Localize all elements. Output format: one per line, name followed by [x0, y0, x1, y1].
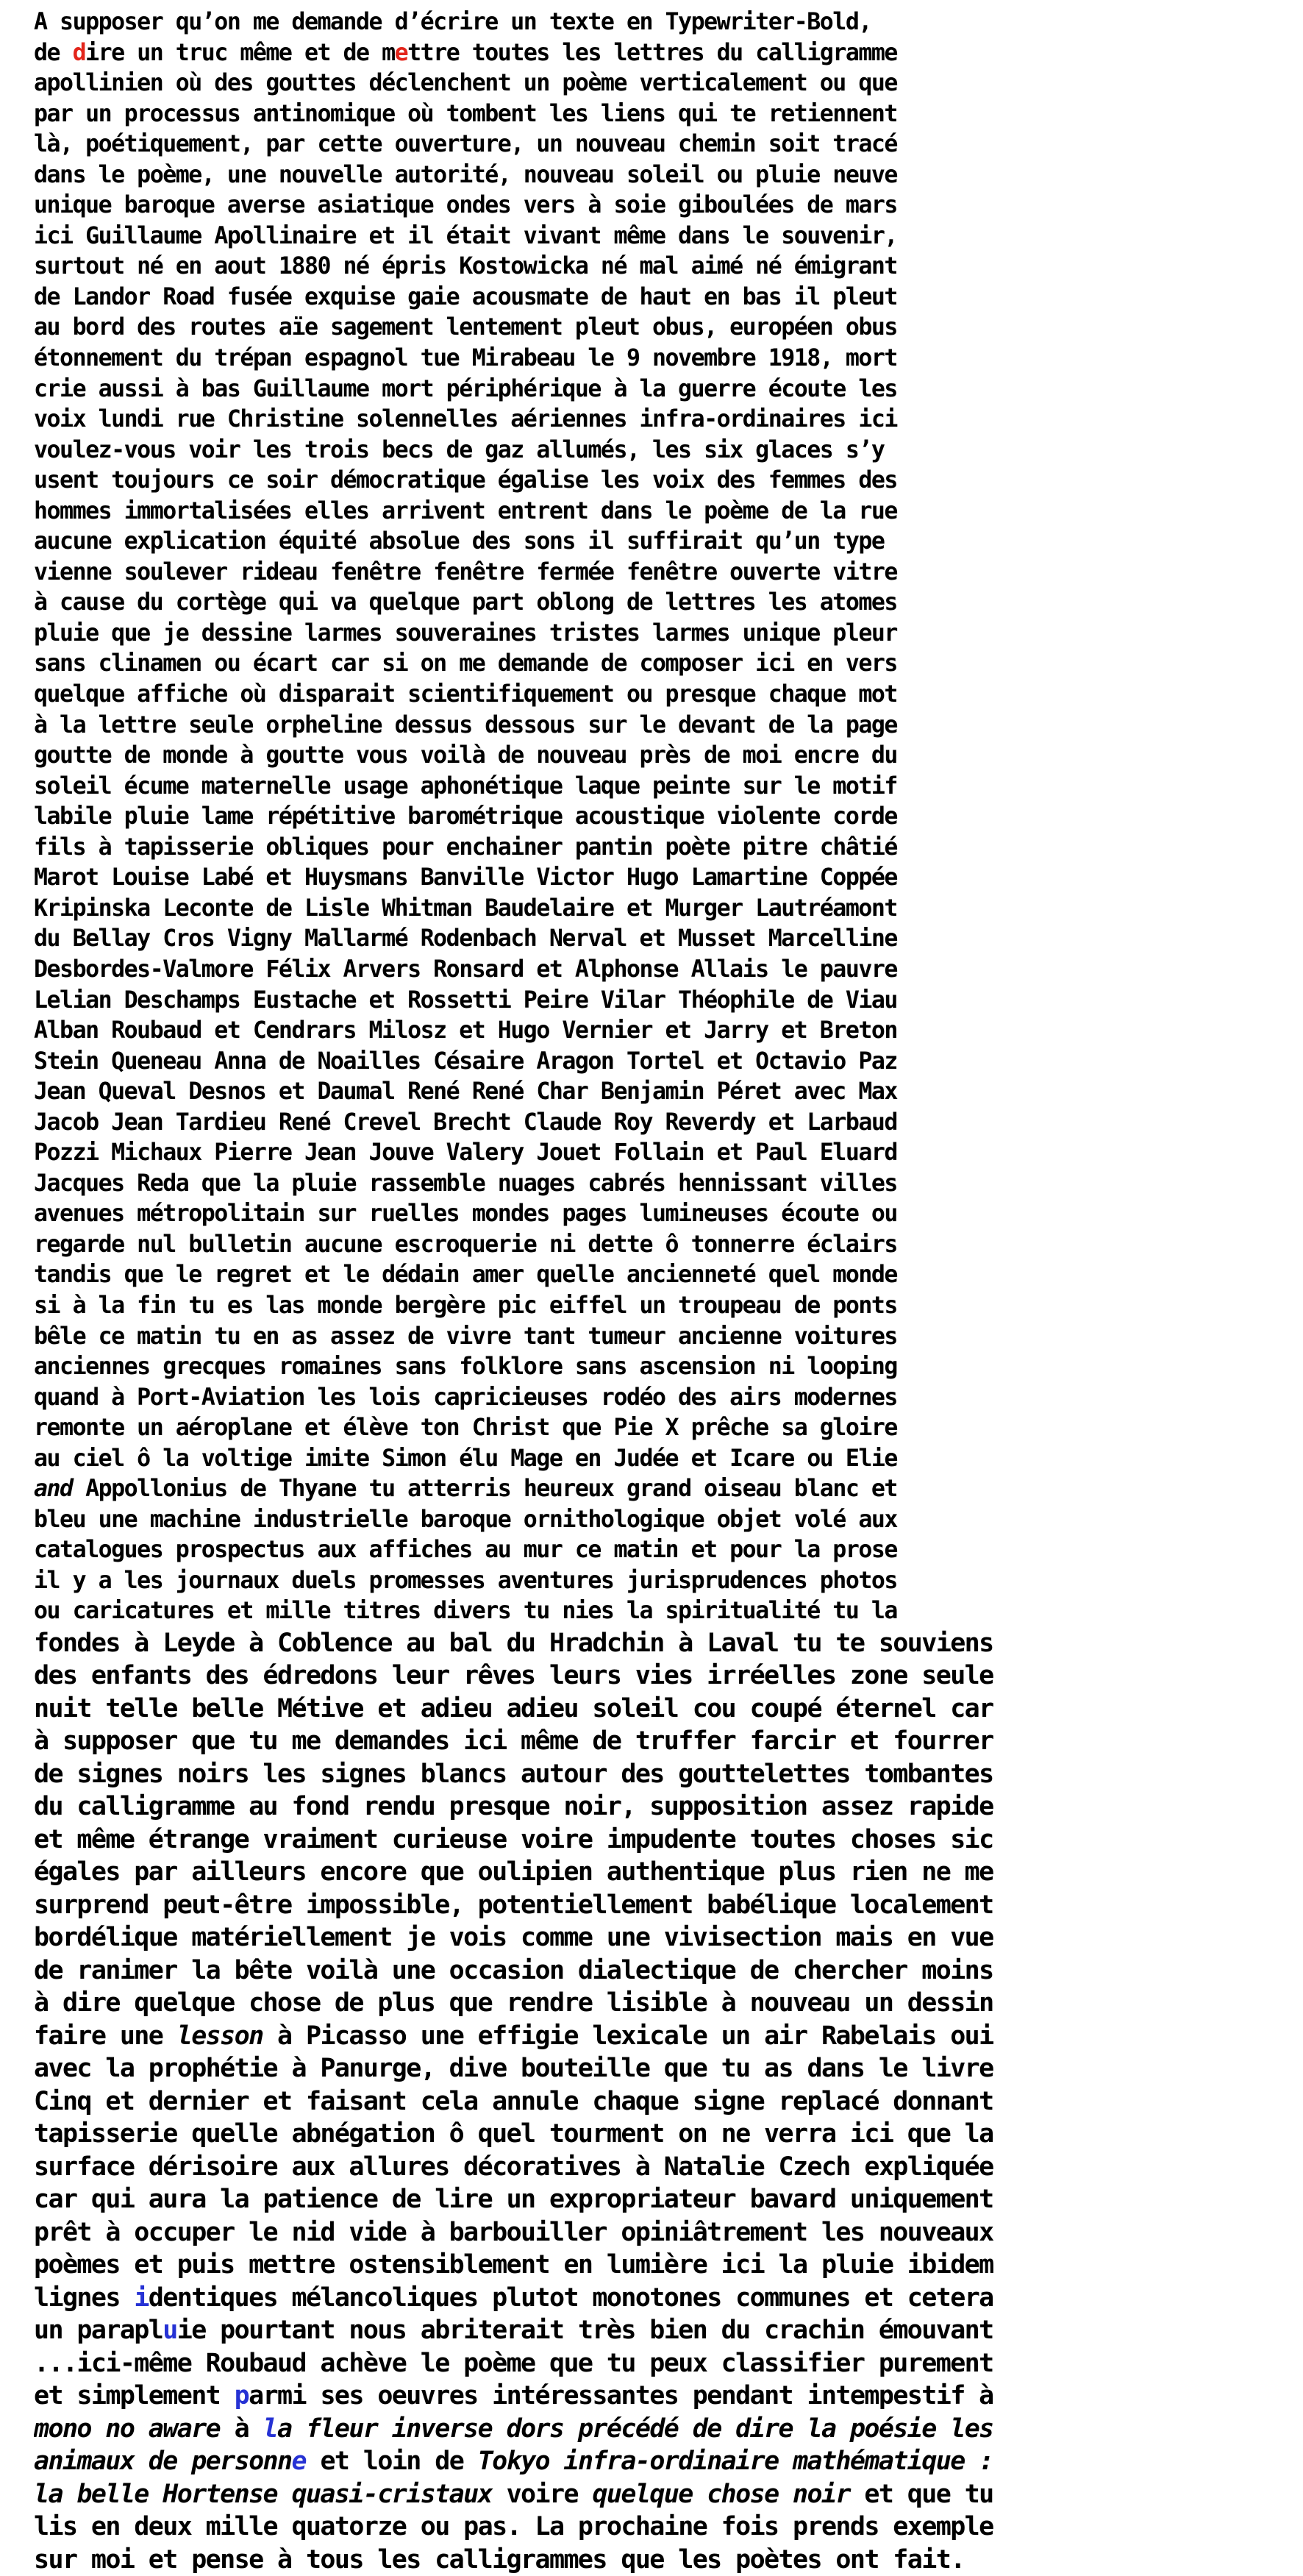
italic-text-segment: mono no aware — [34, 2413, 221, 2444]
poem-line — [34, 924, 1277, 955]
text-segment: ici Guillaume Apollinaire et il était vivant même dans le souvenir, — [34, 222, 897, 249]
text-segment: sur moi et pense à tous les calligrammes que les poètes ont fait. — [34, 2544, 965, 2575]
poem-line — [34, 2020, 1277, 2053]
poem-line — [34, 129, 1277, 160]
poem-line — [34, 1954, 1277, 1988]
text-segment: un parapl — [34, 2316, 163, 2346]
text-segment: p — [234, 2381, 249, 2411]
text-segment: étonnement du trépan espagnol tue Mirabeau le 9 novembre 1918, mort — [34, 345, 897, 372]
text-segment: faire une — [34, 2021, 177, 2051]
text-segment: labile pluie lame répétitive barométrique acoustique violente corde — [34, 803, 897, 830]
text-segment: i — [134, 2283, 149, 2313]
poem-line — [34, 1077, 1277, 1108]
text-segment: Pozzi Michaux Pierre Jean Jouve Valery Jouet Follain et Paul Eluard — [34, 1139, 897, 1167]
poem-line — [34, 1169, 1277, 1200]
text-segment: avec la prophétie à Panurge, dive bouteille que tu as dans le livre — [34, 2054, 993, 2084]
poem-line — [34, 1199, 1277, 1230]
poem-line — [34, 2347, 1277, 2380]
italic-text-segment: a fleur inverse dors précédé de dire la poésie les — [277, 2413, 993, 2444]
poem-line — [34, 405, 1277, 435]
poem-line — [34, 711, 1277, 741]
poem-line — [34, 741, 1277, 772]
italic-text-segment: e — [291, 2447, 306, 2477]
poem-line — [34, 1047, 1277, 1078]
text-segment: Jacques Reda que la pluie rassemble nuages cabrés hennissant villes — [34, 1170, 897, 1197]
poem-line — [34, 2478, 1277, 2511]
text-segment: apollinien où des gouttes déclenchent un poème verticalement ou que — [34, 70, 897, 97]
poem-line — [34, 1322, 1277, 1353]
poem-line — [34, 1108, 1277, 1139]
text-segment: e — [394, 39, 408, 66]
poem-line — [34, 833, 1277, 864]
text-segment: vienne soulever rideau fenêtre fenêtre fermée fenêtre ouverte vitre — [34, 558, 897, 586]
poem-line — [34, 1921, 1277, 1954]
italic-text-segment: la belle Hortense quasi-cristaux — [34, 2479, 493, 2509]
poem-line — [34, 2544, 1277, 2576]
poem-line — [34, 1725, 1277, 1758]
text-segment: à — [220, 2413, 263, 2444]
text-segment: pluie que je dessine larmes souveraines tristes larmes unique pleur — [34, 619, 897, 647]
text-segment: d — [72, 39, 86, 66]
text-segment: Marot Louise Labé et Huysmans Banville Victor Hugo Lamartine Coppée — [34, 864, 897, 892]
text-segment: goutte de monde à goutte vous voilà de nouveau près de moi encre du — [34, 742, 897, 769]
text-segment: soleil écume maternelle usage aphonétique laque peinte sur le motif — [34, 772, 897, 800]
text-segment: quand à Port-Aviation les lois capricieuses rodéo des airs modernes — [34, 1384, 897, 1411]
poem-line — [34, 1824, 1277, 1857]
text-segment: à dire quelque chose de plus que rendre lisible à nouveau un dessin — [34, 1988, 993, 2018]
text-segment: avenues métropolitain sur ruelles mondes pages lumineuses écoute ou — [34, 1200, 897, 1228]
text-segment: hommes immortalisées elles arrivent entrent dans le poème de la rue — [34, 497, 897, 524]
poem-line — [34, 1790, 1277, 1824]
text-segment: Kripinska Leconte de Lisle Whitman Baudelaire et Murger Lautréamont — [34, 894, 897, 922]
poem-line — [34, 1352, 1277, 1383]
text-segment: A supposer qu’on me demande d’écrire un texte en Typewriter-Bold, — [34, 9, 871, 35]
poem-line — [34, 2085, 1277, 2118]
poem-line — [34, 1138, 1277, 1169]
text-segment: lignes — [34, 2283, 135, 2313]
poem-line — [34, 1413, 1277, 1444]
italic-text-segment: Tokyo infra-ordinaire mathématique : — [477, 2447, 993, 2477]
italic-text-segment: lesson — [176, 2021, 263, 2051]
poem-line — [34, 2445, 1277, 2478]
poem-line — [34, 619, 1277, 650]
text-segment: à la lettre seule orpheline dessus dessous sur le devant de la page — [34, 711, 897, 739]
text-segment: et loin de — [305, 2447, 478, 2477]
text-segment: de — [34, 39, 73, 66]
text-segment: ou caricatures et mille titres divers tu nies la spiritualité tu la — [34, 1598, 897, 1625]
poem-line — [34, 986, 1277, 1017]
text-segment: nuit telle belle Métive et adieu adieu soleil cou coupé éternel car — [34, 1693, 993, 1723]
poem-line — [34, 221, 1277, 252]
text-segment: surprend peut-être impossible, potentiellement babélique localement — [34, 1890, 993, 1920]
text-segment: et simplement — [34, 2381, 235, 2411]
poem-line — [34, 772, 1277, 803]
text-segment: Jean Queval Desnos et Daumal René René Char Benjamin Péret avec Max — [34, 1078, 897, 1106]
italic-text-segment: quelque chose noir — [592, 2479, 850, 2509]
poem-line — [34, 1889, 1277, 1922]
text-segment: ire un truc même et de m — [85, 39, 395, 66]
text-segment: de ranimer la bête voilà une occasion dialectique de chercher moins — [34, 1955, 993, 1985]
poem-line — [34, 2052, 1277, 2085]
poem-line — [34, 191, 1277, 221]
poem-line — [34, 1596, 1277, 1627]
poem-line — [34, 7, 1277, 38]
text-segment: voire — [492, 2479, 593, 2509]
text-segment: anciennes grecques romaines sans folklore sans ascension ni looping — [34, 1353, 897, 1381]
poem-line — [34, 1535, 1277, 1566]
text-segment: tandis que le regret et le dédain amer quelle ancienneté quel monde — [34, 1262, 897, 1289]
poem-line — [34, 2511, 1277, 2544]
text-segment: et que tu — [849, 2479, 993, 2509]
text-segment: sans clinamen ou écart car si on me demande de composer ici en vers — [34, 650, 897, 677]
poem-line — [34, 1230, 1277, 1261]
text-segment: ie pourtant nous abriterait très bien du crachin émouvant — [176, 2316, 993, 2346]
poem-line — [34, 1758, 1277, 1791]
text-segment: poèmes et puis mettre ostensiblement en lumière ici la pluie ibidem — [34, 2250, 993, 2280]
text-segment: bêle ce matin tu en as assez de vivre tant tumeur ancienne voitures — [34, 1323, 897, 1350]
text-segment: à Picasso une effigie lexicale un air Rabelais oui — [263, 2021, 993, 2051]
text-segment: prêt à occuper le nid vide à barbouiller opiniâtrement les nouveaux — [34, 2217, 993, 2247]
text-segment: égales par ailleurs encore que oulipien authentique plus rien ne me — [34, 1857, 993, 1887]
text-segment: quelque affiche où disparait scientifiquement ou presque chaque mot — [34, 681, 897, 708]
text-segment: car qui aura la patience de lire un expropriateur bavard uniquement — [34, 2185, 993, 2215]
text-segment: Cinq et dernier et faisant cela annule chaque signe replacé donnant — [34, 2086, 993, 2116]
poem-line — [34, 282, 1277, 313]
poem-line — [34, 1566, 1277, 1597]
italic-text-segment: and — [34, 1476, 73, 1503]
text-segment: unique baroque averse asiatique ondes vers à soie giboulées de mars — [34, 192, 897, 219]
poem-line — [34, 466, 1277, 497]
text-segment: Stein Queneau Anna de Noailles Césaire Aragon Tortel et Octavio Paz — [34, 1047, 897, 1075]
text-segment: Lelian Deschamps Eustache et Rossetti Peire Vilar Théophile de Viau — [34, 986, 897, 1014]
text-segment: tapisserie quelle abnégation ô quel tourment on ne verra ici que la — [34, 2119, 993, 2149]
poem-line — [34, 2314, 1277, 2347]
text-segment: bleu une machine industrielle baroque ornithologique objet volé aux — [34, 1506, 897, 1533]
text-segment: Jacob Jean Tardieu René Crevel Brecht Claude Roy Reverdy et Larbaud — [34, 1109, 897, 1136]
poem-line — [34, 2118, 1277, 2151]
poem-line — [34, 649, 1277, 680]
text-segment: dans le poème, une nouvelle autorité, nouveau soleil ou pluie neuve — [34, 161, 897, 188]
text-segment: de Landor Road fusée exquise gaie acousmate de haut en bas il pleut — [34, 283, 897, 310]
text-segment: voulez-vous voir les trois becs de gaz allumés, les six glaces s’y — [34, 436, 885, 463]
text-segment: remonte un aéroplane et élève ton Christ que Pie X prêche sa gloire — [34, 1415, 897, 1442]
poem-line — [34, 558, 1277, 588]
poem-line — [34, 68, 1277, 99]
poem-line — [34, 1383, 1277, 1414]
poem-line — [34, 894, 1277, 925]
text-segment: surtout né en aout 1880 né épris Kostowicka né mal aimé né émigrant — [34, 253, 897, 280]
text-segment: lis en deux mille quatorze ou pas. La prochaine fois prends exemple — [34, 2512, 993, 2542]
text-segment: là, poétiquement, par cette ouverture, un nouveau chemin soit tracé — [34, 131, 897, 158]
poem-line — [34, 680, 1277, 711]
text-segment: Alban Roubaud et Cendrars Milosz et Hugo Vernier et Jarry et Breton — [34, 1017, 897, 1045]
poem-line — [34, 1659, 1277, 1693]
text-segment: au ciel ô la voltige imite Simon élu Mage en Judée et Icare ou Elie — [34, 1445, 897, 1472]
poem-line — [34, 2216, 1277, 2249]
text-segment: au bord des routes aïe sagement lentement pleut obus, européen obus — [34, 314, 897, 341]
poem-line — [34, 2249, 1277, 2282]
text-segment: Appollonius de Thyane tu atterris heureux grand oiseau blanc et — [72, 1476, 897, 1503]
poem-line — [34, 1444, 1277, 1475]
text-segment: à supposer que tu me demandes ici même de truffer farcir et fourrer — [34, 1726, 993, 1757]
poem-line — [34, 2380, 1277, 2413]
poem-line — [34, 588, 1277, 619]
text-segment: du calligramme au fond rendu presque noir, supposition assez rapide — [34, 1792, 993, 1822]
poem-line — [34, 99, 1277, 130]
text-segment: armi ses oeuvres intéressantes pendant intempestif à — [249, 2381, 993, 2411]
poem-line — [34, 802, 1277, 833]
poem-line — [34, 1627, 1277, 1660]
poem-line — [34, 1474, 1277, 1505]
poem-line — [34, 2183, 1277, 2216]
text-segment: fils à tapisserie obliques pour enchainer pantin poète pitre châtié — [34, 833, 897, 861]
text-segment: par un processus antinomique où tombent les liens qui te retiennent — [34, 100, 897, 127]
poem-line — [34, 2282, 1277, 2315]
text-segment: des enfants des édredons leur rêves leurs vies irréelles zone seule — [34, 1661, 993, 1691]
text-segment: bordélique matériellement je vois comme une vivisection mais en vue — [34, 1923, 993, 1953]
poem-line — [34, 38, 1277, 69]
poem-line — [34, 252, 1277, 282]
poem-line — [34, 313, 1277, 344]
poem-line — [34, 1291, 1277, 1322]
text-segment: crie aussi à bas Guillaume mort périphérique à la guerre écoute les — [34, 375, 897, 402]
poem-line — [34, 344, 1277, 374]
text-segment: fondes à Leyde à Coblence au bal du Hradchin à Laval tu te souviens — [34, 1628, 993, 1658]
poem-line — [34, 1016, 1277, 1047]
text-segment: voix lundi rue Christine solennelles aériennes infra-ordinaires ici — [34, 406, 897, 433]
text-segment: et même étrange vraiment curieuse voire impudente toutes choses sic — [34, 1824, 993, 1854]
text-segment: dentiques mélancoliques plutot monotones communes et cetera — [148, 2283, 993, 2313]
poem-line — [34, 1856, 1277, 1889]
poem-line — [34, 374, 1277, 405]
italic-text-segment: l — [263, 2413, 278, 2444]
poem-line — [34, 2413, 1277, 2446]
poem-line — [34, 1987, 1277, 2020]
text-segment: il y a les journaux duels promesses aventures jurisprudences photos — [34, 1567, 897, 1594]
text-segment: ...ici-même Roubaud achève le poème que tu peux classifier purement — [34, 2348, 993, 2378]
poem-line — [34, 1260, 1277, 1291]
poem-line — [34, 527, 1277, 558]
poem-line — [34, 435, 1277, 466]
poem-line — [34, 863, 1277, 894]
poem-line — [34, 497, 1277, 527]
text-segment: aucune explication équité absolue des sons il suffirait qu’un type — [34, 528, 885, 555]
text-segment: surface dérisoire aux allures décoratives à Natalie Czech expliquée — [34, 2152, 993, 2182]
poem-line — [34, 1693, 1277, 1726]
text-segment: à cause du cortège qui va quelque part oblong de lettres les atomes — [34, 589, 897, 616]
text-segment: u — [163, 2316, 177, 2346]
text-segment: usent toujours ce soir démocratique égalise les voix des femmes des — [34, 467, 897, 494]
poem-document — [34, 7, 1277, 2576]
text-segment: ttre toutes les lettres du calligramme — [407, 39, 897, 66]
text-segment: Desbordes-Valmore Félix Arvers Ronsard et Alphonse Allais le pauvre — [34, 956, 897, 983]
text-segment: regarde nul bulletin aucune escroquerie ni dette ô tonnerre éclairs — [34, 1231, 897, 1258]
italic-text-segment: animaux de personn — [34, 2447, 292, 2477]
poem-line — [34, 2151, 1277, 2184]
text-segment: catalogues prospectus aux affiches au mur ce matin et pour la prose — [34, 1537, 897, 1564]
poem-line — [34, 1505, 1277, 1536]
text-segment: du Bellay Cros Vigny Mallarmé Rodenbach Nerval et Musset Marcelline — [34, 925, 897, 953]
text-segment: si à la fin tu es las monde bergère pic eiffel un troupeau de ponts — [34, 1292, 897, 1319]
poem-line — [34, 160, 1277, 191]
poem-line — [34, 955, 1277, 986]
text-segment: de signes noirs les signes blancs autour des gouttelettes tombantes — [34, 1759, 993, 1789]
